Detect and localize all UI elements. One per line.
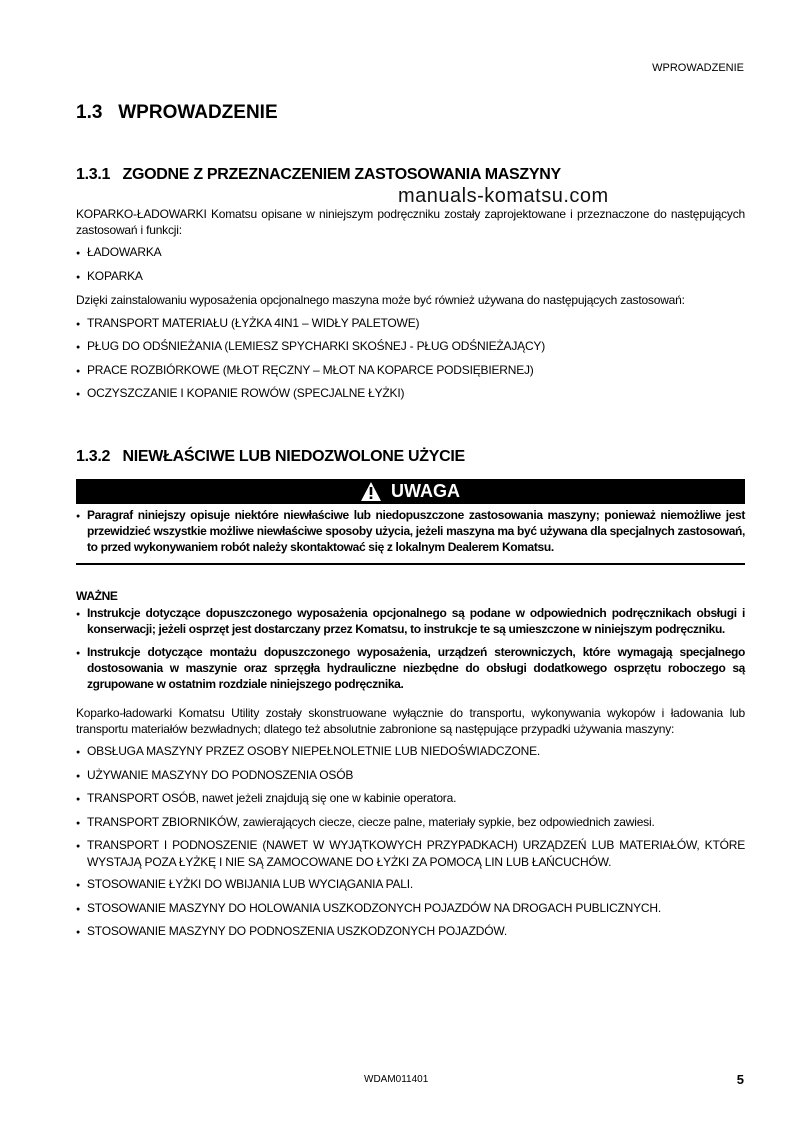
important-item: ● Instrukcje dotyczące montażu dopuszczonego wyposażenia, urządzeń sterowniczych, które wymagają specjalnego dostosowania w maszynie oraz sprzęgła hydrauliczne niezbędne do obsługi dodatkowego osprzętu roboczego są zgrupowane w ostatnim rozdziale niniejszego podręcznika. <box>76 645 745 693</box>
list-item: ● TRANSPORT I PODNOSZENIE (NAWET W WYJĄTKOWYCH PRZYPADKACH) URZĄDZEŃ LUB MATERIAŁÓW, KTÓRE WYSTAJĄ POZA ŁYŻKĘ I NIE SĄ ZAMOCOWANE DO ŁYŻKI ZA POMOCĄ LIN LUB ŁAŃCUCHÓW. <box>76 838 745 870</box>
list-item: ● KOPARKA <box>76 269 745 286</box>
list-item: ● TRANSPORT ZBIORNIKÓW, zawierających ciecze, ciecze palne, materiały sypkie, bez odpowiednich zawiesi. <box>76 815 745 832</box>
list-item: ● OBSŁUGA MASZYNY PRZEZ OSOBY NIEPEŁNOLETNIE LUB NIEDOŚWIADCZONE. <box>76 744 745 761</box>
paragraph: Koparko-ładowarki Komatsu Utility zostały skonstruowane wyłącznie do transportu, wykonywania wykopów i ładowania lub transportu materiałów bezwładnych; dlatego też absolutnie zabronione są następujące przypadki używania maszyny: <box>76 706 745 736</box>
list-item: ● PŁUG DO ODŚNIEŻANIA (LEMIESZ SPYCHARKI SKOŚNEJ - PŁUG ODŚNIEŻAJĄCY) <box>76 339 745 356</box>
warning-text: ● Paragraf niniejszy opisuje niektóre niewłaściwe lub niedopuszczone zastosowania maszyny; ponieważ niemożliwe jest przewidzieć wszystkie możliwe niewłaściwe sposoby użycia, jeżeli maszyna ma być używana dla specjalnych zastosowań, to przed wykonywaniem robót należy skontaktować się z lokalnym Dealerem Komatsu. <box>76 508 745 556</box>
warning-label: UWAGA <box>391 480 460 501</box>
paragraph: Dzięki zainstalowaniu wyposażenia opcjonalnego maszyna może być również używana do następujących zastosowań: <box>76 293 685 307</box>
watermark: manuals-komatsu.com <box>398 185 609 207</box>
list-item: ● OCZYSZCZANIE I KOPANIE ROWÓW (SPECJALNE ŁYŻKI) <box>76 386 745 403</box>
list-item: ● STOSOWANIE MASZYNY DO PODNOSZENIA USZKODZONYCH POJAZDÓW. <box>76 924 745 941</box>
important-item: ● Instrukcje dotyczące dopuszczonego wyposażenia opcjonalnego są podane w odpowiednich podręcznikach obsługi i konserwacji; jeżeli osprzęt jest dostarczany przez Komatsu, to instrukcje te są umieszczone w niniejszym podręczniku. <box>76 606 745 638</box>
list-item: ● TRANSPORT OSÓB, nawet jeżeli znajdują się one w kabinie operatora. <box>76 791 745 808</box>
divider <box>76 563 745 565</box>
content <box>76 101 745 941</box>
document-code: WDAM011401 <box>364 1074 429 1085</box>
list-item: ● STOSOWANIE MASZYNY DO HOLOWANIA USZKODZONYCH POJAZDÓW NA DROGACH PUBLICZNYCH. <box>76 901 745 918</box>
list-item: ● PRACE ROZBIÓRKOWE (MŁOT RĘCZNY – MŁOT NA KOPARCE PODSIĘBIERNEJ) <box>76 363 745 380</box>
important-label: WAŻNE <box>76 589 118 603</box>
list-item: ● ŁADOWARKA <box>76 245 745 262</box>
warning-triangle-icon <box>361 482 381 501</box>
subsection-title-2: 1.3.2 NIEWŁAŚCIWE LUB NIEDOZWOLONE UŻYCIE <box>76 447 465 465</box>
list-item: ● UŻYWANIE MASZYNY DO PODNOSZENIA OSÓB <box>76 768 745 785</box>
running-header: WPROWADZENIE <box>652 62 744 74</box>
list-item: ● TRANSPORT MATERIAŁU (ŁYŻKA 4IN1 – WIDŁY PALETOWE) <box>76 316 745 333</box>
subsection-title-1: 1.3.1 ZGODNE Z PRZEZNACZENIEM ZASTOSOWANIA MASZYNY <box>76 166 561 183</box>
warning-banner <box>76 479 745 504</box>
list-item: ● STOSOWANIE ŁYŻKI DO WBIJANIA LUB WYCIĄGANIA PALI. <box>76 877 745 894</box>
paragraph: KOPARKO-ŁADOWARKI Komatsu opisane w niniejszym podręczniku zostały zaprojektowane i przeznaczone do następujących zastosowań i funkcji: <box>76 207 745 237</box>
page-number: 5 <box>736 1072 744 1087</box>
section-title: 1.3 WPROWADZENIE <box>76 102 278 123</box>
